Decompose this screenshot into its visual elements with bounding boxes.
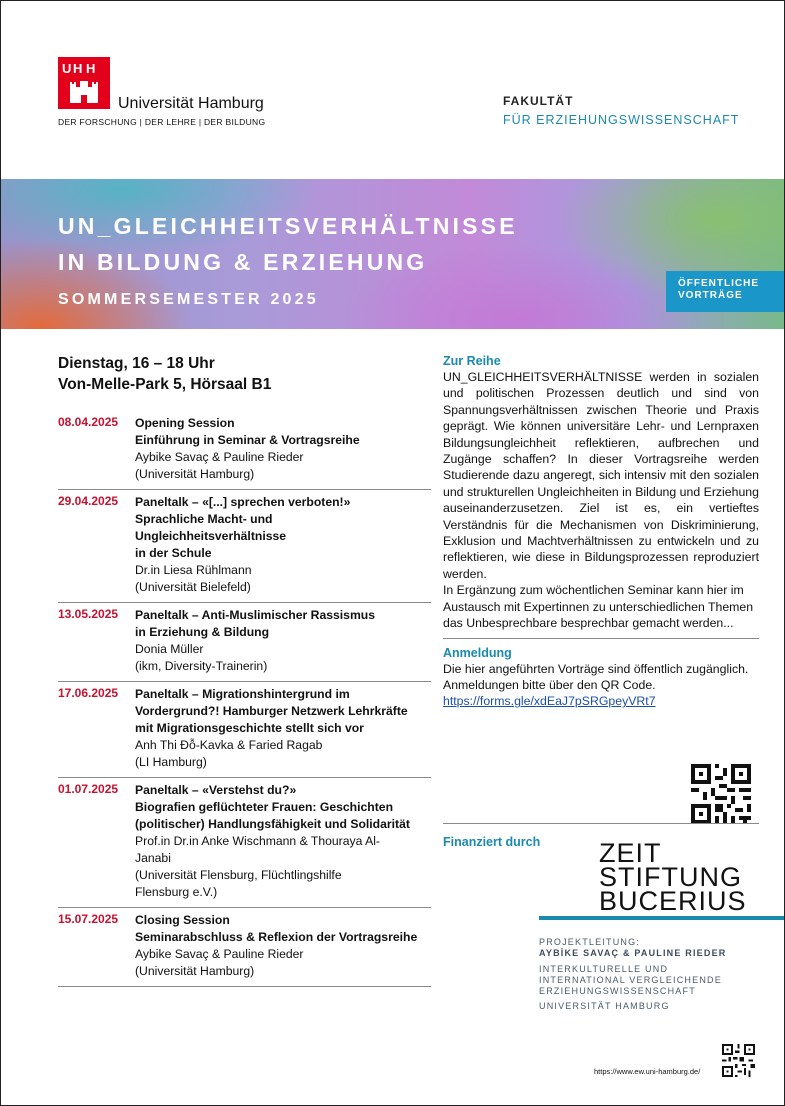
schedule-place: Von-Melle-Park 5, Hörsaal B1 [58,376,272,393]
event-title-line: Paneltalk – «Verstehst du?» [135,783,297,797]
project-info [539,937,779,1012]
schedule-info [58,353,271,395]
event-title-line: in Erziehung & Bildung [135,625,270,639]
project-lead-label: PROJEKTLEITUNG: [539,937,641,947]
university-name: Universität Hamburg [118,95,264,112]
project-university: UNIVERSITÄT HAMBURG [539,1001,670,1011]
event-title-line: Paneltalk – «[...] sprechen verboten!» [135,495,351,509]
event-title-line: Paneltalk – Anti-Muslimischer Rassismus [135,608,376,622]
department-line-2: INTERNATIONAL VERGLEICHENDE [539,975,722,985]
svg-text:H: H [86,61,96,76]
event-affiliation-line: (LI Hamburg) [135,755,207,769]
event-speaker-line: Anh Thi Đỗ-Kavka & Faried Ragab [135,738,323,752]
event-title-line: Closing Session [135,913,230,927]
event-speaker-line: Dr.in Liesa Rühlmann [135,563,252,577]
event-date: 01.07.2025 [58,782,119,796]
event-title-line: Ungleichheitsverhältnisse [135,529,287,543]
sponsor-line-2: STIFTUNG [599,862,742,892]
event-affiliation-line: (Universität Bielefeld) [135,580,251,594]
event-date: 13.05.2025 [58,607,119,621]
event-affiliation-line: (Universität Hamburg) [135,467,255,481]
event-details [135,494,431,596]
qr-code-icon [691,764,751,824]
event-item [58,490,431,603]
event-affiliation-line: (ikm, Diversity-Trainerin) [135,659,268,673]
event-date: 08.04.2025 [58,415,119,429]
event-title-line: in der Schule [135,546,212,560]
faculty-line-2: FÜR ERZIEHUNGSWISSENSCHAFT [503,113,740,127]
faculty-line-1: FAKULTÄT [503,94,574,108]
badge-line-1: ÖFFENTLICHE [678,278,759,289]
event-speaker-line: Aybike Savaç & Pauline Rieder [135,450,304,464]
event-date: 17.06.2025 [58,686,119,700]
event-speaker-line: Donia Müller [135,642,204,656]
schedule-time: Dienstag, 16 – 18 Uhr [58,355,215,372]
event-item [58,682,431,778]
uhh-logo-mark [58,57,110,109]
event-date: 15.07.2025 [58,912,119,926]
website-link[interactable]: https://www.ew.uni-hamburg.de/ [594,1067,701,1076]
event-title-line: (politischer) Handlungsfähigkeit und Solidarität [135,817,410,831]
divider [443,823,759,824]
department-line-1: INTERKULTURELLE UND [539,964,669,974]
event-title-line: Biografien geflüchteter Frauen: Geschichten [135,800,394,814]
event-speaker-line: Janabi [135,851,171,865]
faculty-label [503,94,739,127]
event-item [58,411,431,490]
event-details [135,782,431,901]
series-title-line-2: IN BILDUNG & ERZIEHUNG [58,249,428,275]
event-title-line: Seminarabschluss & Reflexion der Vortragsreihe [135,930,418,944]
event-speaker-line: Aybike Savaç & Pauline Rieder [135,947,304,961]
sponsor-line-1: ZEIT [599,838,662,868]
sponsor-line-3: BUCERIUS [599,886,747,916]
badge-line-2: VORTRÄGE [678,290,743,301]
event-title-line: mit Migrationsgeschichte stellt sich vor [135,721,364,735]
event-title-line: Paneltalk – Migrationshintergrund im [135,687,350,701]
about-text: UN_GLEICHHEITSVERHÄLTNISSE werden in sozialen und politischen Prozessen deutlich und sind von Spannungsverhältnissen zwischen Theorie und Praxis geprägt. Wie können universitäre Lehr- und Lernpraxen Bildungsungleichheit reflektieren, aufbrechen und Zugänge schaffen? In dieser Vortragsreihe werden Studierende dazu angeregt, sich intensiv mit den sozialen und strukturellen Ungleichheiten in Bildung und Erziehung auseinanderzusetzen. Ziel ist es, ein vertieftes Verständnis für die Mechanismen von Diskriminierung, Exklusion und Machtverhältnissen zu entwickeln und zu reflektieren, wie diese in Bildungsprozessen reproduziert werden. [443,370,759,581]
funded-by-label: Finanziert durch [443,835,541,849]
event-details [135,912,431,980]
public-lectures-badge [666,271,784,312]
department-line-3: ERZIEHUNGSWISSENSCHAFT [539,986,696,996]
event-title-line: Sprachliche Macht- und [135,512,273,526]
event-details [135,415,431,483]
svg-text:H: H [73,61,83,76]
event-affiliation-line: (Universität Flensburg, Flüchtlingshilfe [135,868,342,882]
qr-code-icon [722,1044,755,1077]
event-details [135,607,431,675]
project-lead-names: AYBİKE SAVAÇ & PAULINE RIEDER [539,948,727,958]
event-affiliation-line: Flensburg e.V.) [135,885,218,899]
event-title-line: Vordergrund?! Hamburger Netzwerk Lehrkräfte [135,704,408,718]
registration-link[interactable]: https://forms.gle/xdEaJ7pSRGpeyVRt7 [443,694,656,709]
event-item [58,778,431,908]
event-title-line: Einführung in Seminar & Vortragsreihe [135,433,360,447]
qr-code-website[interactable] [722,1044,755,1082]
event-list [58,411,431,987]
about-text-2: In Ergänzung zum wöchentlichen Seminar kann hier im Austausch mit Expertinnen zu unterschiedlichen Themen das Unbesprechbare besprechbar gemacht werden... [443,583,754,631]
event-item [58,908,431,987]
semester-label: SOMMERSEMESTER 2025 [58,291,319,308]
event-affiliation-line: (Universität Hamburg) [135,964,255,978]
university-tagline: DER FORSCHUNG | DER LEHRE | DER BILDUNG [58,117,266,127]
event-speaker-line: Prof.in Dr.in Anke Wischmann & Thouraya Al- [135,834,380,848]
qr-code-registration[interactable] [691,764,751,829]
event-details [135,686,431,771]
university-logo [58,57,266,127]
series-title-line-1: UN_GLEICHHEITSVERHÄLTNISSE [58,213,518,239]
title-banner [1,179,784,329]
svg-text:U: U [62,61,72,76]
registration-heading: Anmeldung [443,645,512,660]
registration-text: Die hier angeführten Vorträge sind öffentlich zugänglich. Anmeldungen bitte über den QR Code. [443,661,749,692]
event-title-line: Opening Session [135,416,235,430]
divider [443,638,759,639]
info-column [443,353,759,710]
about-heading: Zur Reihe [443,354,501,368]
event-date: 29.04.2025 [58,494,119,508]
castle-icon [58,57,110,109]
accent-bar [539,916,784,920]
sponsor-logo [599,838,747,916]
event-item [58,603,431,682]
